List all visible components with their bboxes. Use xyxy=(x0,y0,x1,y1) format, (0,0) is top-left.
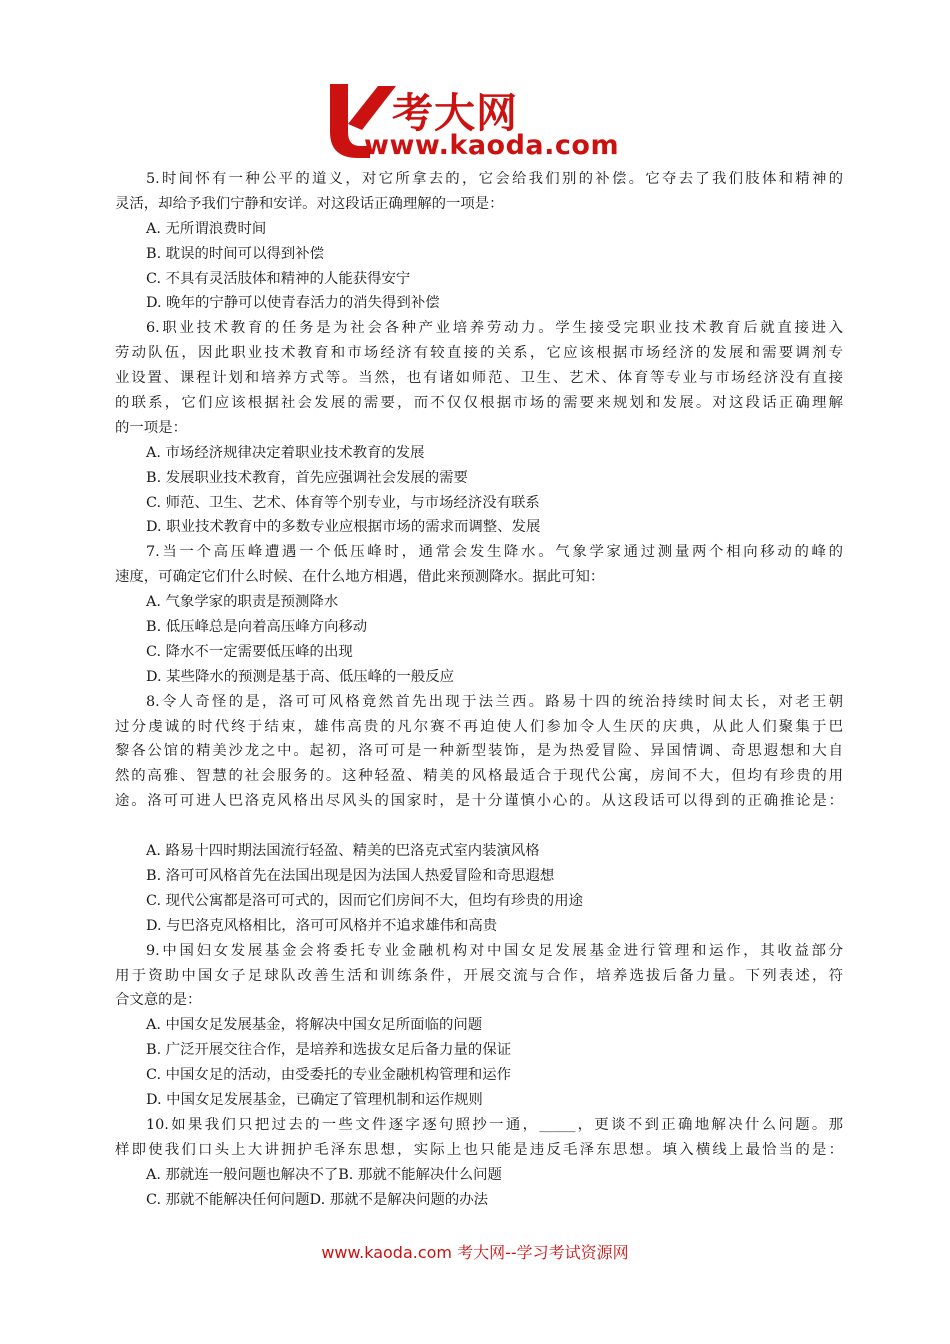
question-8 xyxy=(115,690,843,939)
question-line: 用于资助中国女子足球队改善生活和训练条件，开展交流与合作，培养选拔后备力量。下列表述，符 xyxy=(115,967,843,984)
document-body xyxy=(115,167,843,1212)
answer-option: D. 职业技术教育中的多数专业应根据市场的需求而调整、发展 xyxy=(146,519,541,536)
answer-option: A. 中国女足发展基金，将解决中国女足所面临的问题 xyxy=(146,1017,483,1034)
question-line: 6.职业技术教育的任务是为社会各种产业培养劳动力。学生接受完职业技术教育后就直接进入 xyxy=(146,320,843,337)
question-line: 7.当一个高压峰遭遇一个低压峰时，通常会发生降水。气象学家通过测量两个相向移动的峰的 xyxy=(146,544,843,561)
answer-option: B. 广泛开展交往合作，是培养和选拔女足后备力量的保证 xyxy=(146,1042,512,1059)
answer-option: C. 师范、卫生、艺术、体育等个别专业，与市场经济没有联系 xyxy=(146,494,540,511)
paragraph-gap xyxy=(115,814,843,839)
question-line: 灵活，却给予我们宁静和安详。对这段话正确理解的一项是： xyxy=(115,195,504,212)
answer-option: C. 不具有灵活肢体和精神的人能获得安宁 xyxy=(146,270,411,287)
question-9 xyxy=(115,939,843,1113)
question-6 xyxy=(115,316,843,540)
question-5 xyxy=(115,167,843,316)
question-line: 过分虔诚的时代终于结束，雄伟高贵的凡尔赛不再迫使人们参加令人生厌的庆典，从此人们聚集于巴 xyxy=(115,718,843,735)
question-line: 业设置、课程计划和培养方式等。当然，也有诸如师范、卫生、艺术、体育等专业与市场经济没有直接 xyxy=(115,370,843,387)
question-line: 途。洛可可进人巴洛克风格出尽风头的国家时，是十分谨慎小心的。从这段话可以得到的正确推论是： xyxy=(115,793,843,810)
question-line: 5.时间怀有一种公平的道义，对它所拿去的，它会给我们别的补偿。它夺去了我们肢体和精神的 xyxy=(146,171,843,187)
footer-site-link[interactable]: www.kaoda.com 考大网--学习考试资源网 xyxy=(321,1243,629,1262)
answer-option: B. 低压峰总是向着高压峰方向移动 xyxy=(146,619,368,636)
answer-option: B. 洛可可风格首先在法国出现是因为法国人热爱冒险和奇思遐想 xyxy=(146,867,555,884)
answer-option: D. 与巴洛克风格相比，洛可可风格并不追求雄伟和高贵 xyxy=(146,917,498,934)
question-line: 的一项是： xyxy=(115,419,187,436)
kaoda-logo xyxy=(326,84,656,160)
answer-option: C. 降水不一定需要低压峰的出现 xyxy=(146,643,353,660)
logo-chinese-name: 考大网 xyxy=(392,89,518,137)
question-10 xyxy=(115,1113,843,1213)
question-line: 样即使我们口头上大讲拥护毛泽东思想，实际上也只能是违反毛泽东思想。填入横线上最恰当的是： xyxy=(115,1141,843,1158)
answer-option: D. 晚年的宁静可以使青春活力的消失得到补偿 xyxy=(146,295,440,312)
answer-option: C. 那就不能解决任何问题D. 那就不是解决问题的办法 xyxy=(146,1191,489,1208)
question-line: 然的高雅、智慧的社会服务的。这种轻盈、精美的风格最适合于现代公寓，房间不大，但均有珍贵的用 xyxy=(115,768,843,785)
question-line: 8.令人奇怪的是，洛可可风格竟然首先出现于法兰西。路易十四的统治持续时间太长，对老王朝 xyxy=(146,693,843,710)
answer-option: B. 耽误的时间可以得到补偿 xyxy=(146,245,325,262)
question-line: 劳动队伍，因此职业技术教育和市场经济有较直接的关系，它应该根据市场经济的发展和需要调剂专 xyxy=(115,345,843,362)
answer-option: A. 市场经济规律决定着职业技术教育的发展 xyxy=(146,444,425,461)
question-line: 的联系，它们应该根据社会发展的需要，而不仅仅根据市场的需要来规划和发展。对这段话正确理解 xyxy=(115,395,843,412)
answer-option: D. 某些降水的预测是基于高、低压峰的一般反应 xyxy=(146,668,454,685)
answer-option: C. 现代公寓都是洛可可式的，因而它们房间不大，但均有珍贵的用途 xyxy=(146,892,583,909)
answer-option: A. 气象学家的职责是预测降水 xyxy=(146,594,339,611)
answer-option: B. 发展职业技术教育，首先应强调社会发展的需要 xyxy=(146,469,468,486)
question-line: 合文意的是： xyxy=(115,992,202,1009)
question-line: 9.中国妇女发展基金会将委托专业金融机构对中国女足发展基金进行管理和运作，其收益部分 xyxy=(146,942,843,959)
answer-option: A. 那就连一般问题也解决不了B. 那就不能解决什么问题 xyxy=(146,1166,502,1183)
question-line: 黎各公馆的精美沙龙之中。起初，洛可可是一种新型装饰，是为热爱冒险、异国情调、奇思遐想和大自 xyxy=(115,743,843,760)
answer-option: C. 中国女足的活动，由受委托的专业金融机构管理和运作 xyxy=(146,1067,512,1084)
answer-option: A. 路易十四时期法国流行轻盈、精美的巴洛克式室内装演风格 xyxy=(146,843,540,860)
question-line: 10.如果我们只把过去的一些文件逐字逐句照抄一通，_____，更谈不到正确地解决什么问题。那 xyxy=(146,1116,843,1133)
answer-option: D. 中国女足发展基金，已确定了管理机制和运作规则 xyxy=(146,1091,483,1108)
logo-url: www.kaoda.com xyxy=(364,130,620,161)
answer-option: A. 无所谓浪费时间 xyxy=(146,220,267,237)
question-line: 速度，可确定它们什么时候、在什么地方相遇，借此来预测降水。据此可知： xyxy=(115,569,605,586)
question-7 xyxy=(115,540,843,689)
